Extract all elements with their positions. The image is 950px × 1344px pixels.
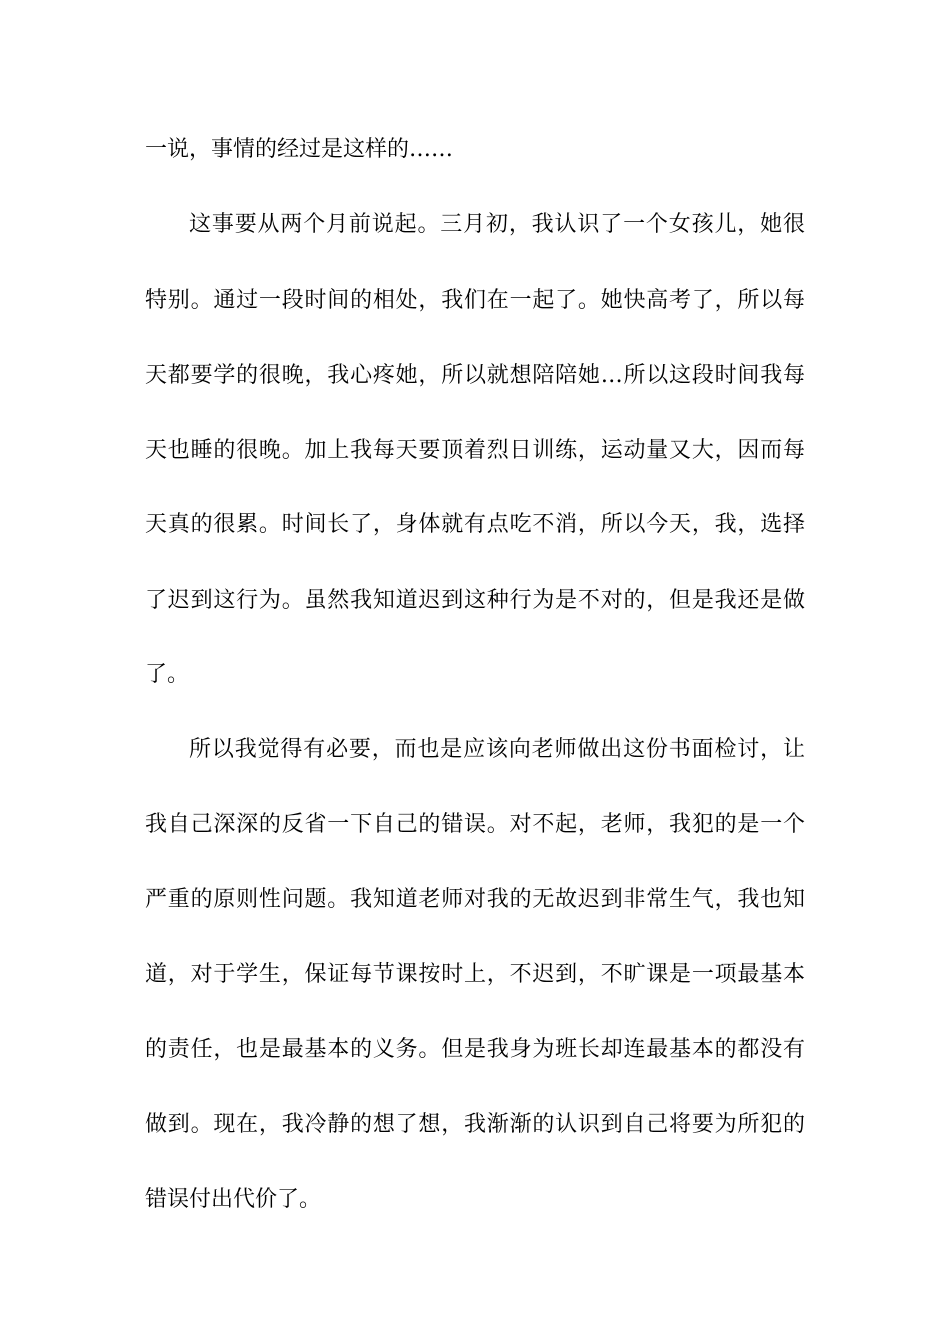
text-line: 一说，事情的经过是这样的……	[145, 137, 454, 162]
text-line: 做到。现在，我冷静的想了想，我渐渐的认识到自己将要为所犯的	[145, 1112, 805, 1137]
paragraph-first-line: 这事要从两个月前说起。三月初，我认识了一个女孩儿，她很	[189, 212, 805, 237]
text-line: 天真的很累。时间长了，身体就有点吃不消，所以今天，我，选择	[145, 512, 805, 537]
text-line: 了迟到这行为。虽然我知道迟到这种行为是不对的，但是我还是做	[145, 588, 805, 613]
paragraph-first-line: 所以我觉得有必要，而也是应该向老师做出这份书面检讨，让	[189, 737, 805, 762]
text-line: 的责任，也是最基本的义务。但是我身为班长却连最基本的都没有	[145, 1037, 805, 1062]
text-line: 错误付出代价了。	[145, 1187, 322, 1212]
text-line: 天都要学的很晚，我心疼她，所以就想陪陪她…所以这段时间我每	[145, 363, 805, 388]
text-line: 特别。通过一段时间的相处，我们在一起了。她快高考了，所以每	[145, 288, 805, 313]
text-line: 了。	[145, 662, 190, 687]
text-line: 严重的原则性问题。我知道老师对我的无故迟到非常生气，我也知	[145, 887, 805, 912]
text-line: 道，对于学生，保证每节课按时上，不迟到，不旷课是一项最基本	[145, 962, 805, 987]
text-line: 我自己深深的反省一下自己的错误。对不起，老师，我犯的是一个	[145, 812, 805, 837]
text-line: 天也睡的很晚。加上我每天要顶着烈日训练，运动量又大，因而每	[145, 438, 805, 463]
